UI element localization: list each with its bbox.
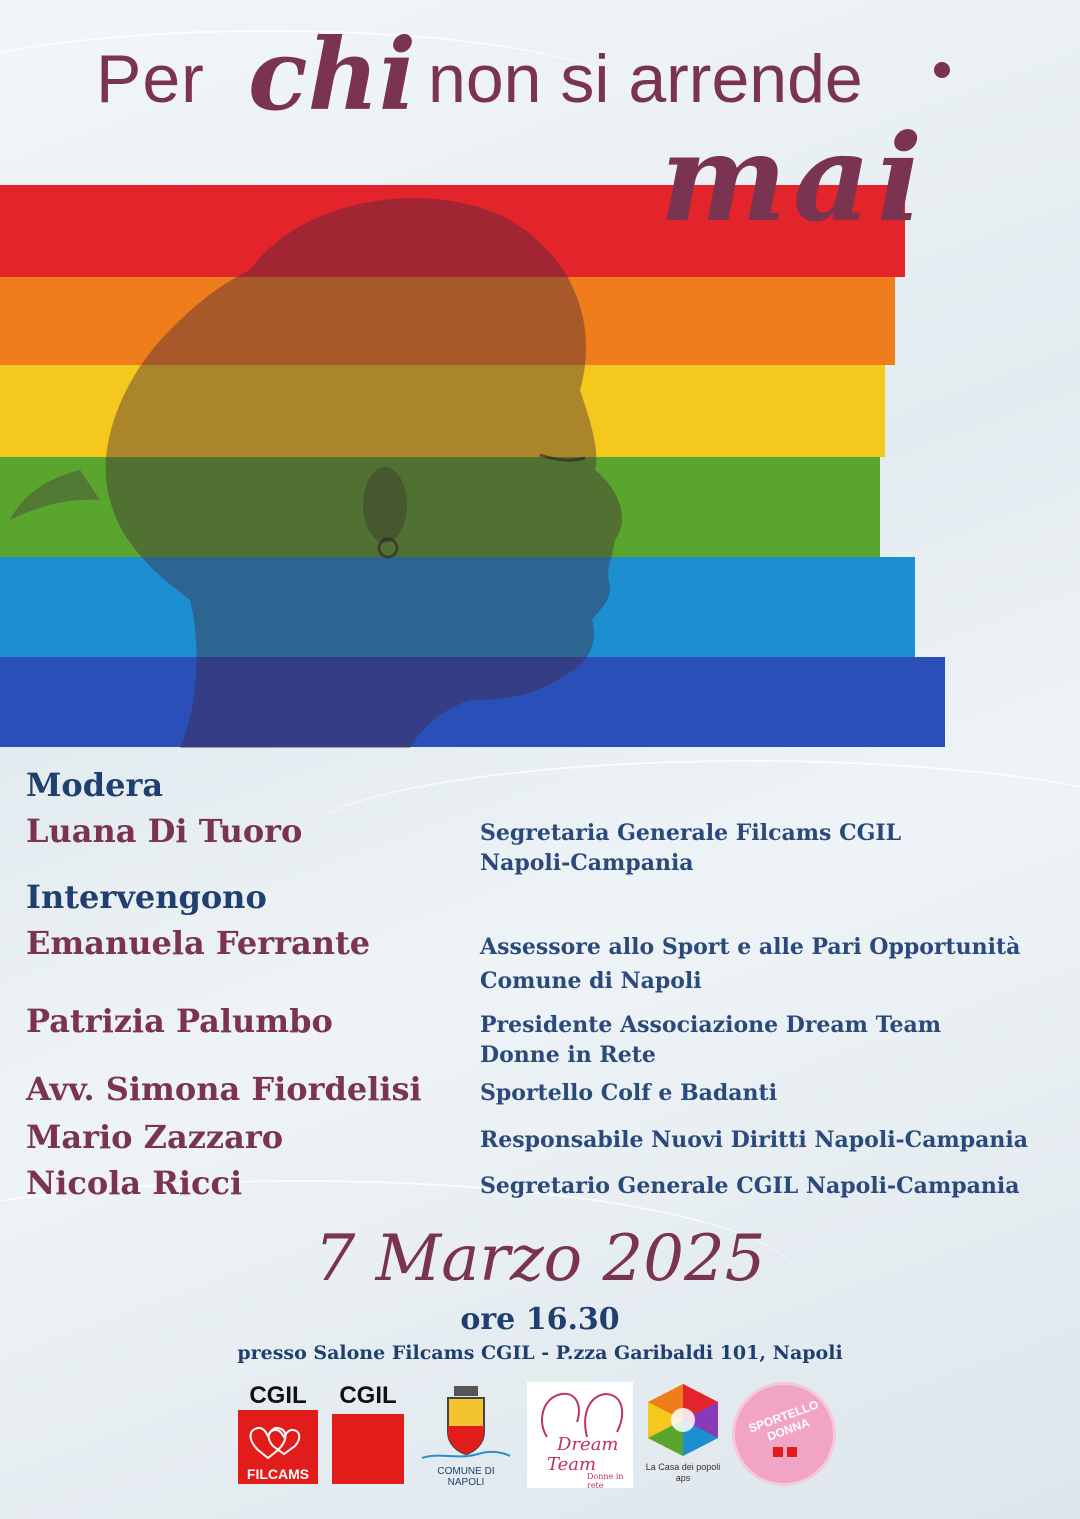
title-chi: chi (248, 18, 417, 133)
logo-text: CGIL (249, 1382, 307, 1409)
moderator-label: Modera (26, 766, 164, 804)
logo-text: La Casa dei popoli aps (645, 1462, 721, 1483)
speaker-name: Patrizia Palumbo (26, 1002, 333, 1040)
casa-dei-popoli-logo (644, 1382, 722, 1488)
hearts-icon (238, 1410, 318, 1466)
comune-napoli-logo (418, 1382, 514, 1488)
role-line: Comune di Napoli (480, 968, 702, 994)
logo-text: Dream (557, 1434, 619, 1455)
event-place: presso Salone Filcams CGIL - P.zza Garibaldi 101, Napoli (237, 1342, 843, 1364)
hands-hexagon-icon (644, 1382, 722, 1458)
logo-text: FILCAMS (246, 1466, 310, 1482)
cgil-logo (332, 1382, 404, 1488)
speaker-role (480, 1078, 777, 1108)
role-line: Segretaria Generale Filcams CGIL (480, 820, 902, 846)
logo-text: Team (547, 1454, 597, 1475)
role-line: Responsabile Nuovi Diritti Napoli-Campania (480, 1127, 1028, 1153)
speaker-role (480, 1125, 1028, 1155)
role-line: Presidente Associazione Dream Team (480, 1012, 942, 1038)
faces-icon (527, 1382, 633, 1442)
logo-text: SPORTELLO DONNA (746, 1397, 821, 1444)
logo-square (773, 1447, 783, 1457)
speaker-name: Emanuela Ferrante (26, 924, 371, 962)
logo-text: COMUNE DI NAPOLI (437, 1466, 495, 1488)
title-mai: mai (660, 108, 929, 249)
event-date: 7 Marzo 2025 (314, 1222, 766, 1296)
speaker-name: Luana Di Tuoro (26, 812, 303, 850)
logo-square (787, 1447, 797, 1457)
role-line: Sportello Colf e Badanti (480, 1080, 778, 1106)
title-non-si-arrende: non si arrende (428, 41, 863, 117)
title-per: Per (96, 41, 205, 117)
speaker-role (480, 1171, 1019, 1201)
event-time: ore 16.30 (460, 1302, 620, 1337)
speaker-role (480, 818, 901, 878)
sportello-donna-logo (732, 1382, 836, 1486)
speaker-name: Mario Zazzaro (26, 1118, 284, 1156)
dream-team-logo (527, 1382, 633, 1488)
role-line: Assessore allo Sport e alle Pari Opportunità (480, 934, 1021, 960)
speaker-name: Avv. Simona Fiordelisi (26, 1070, 422, 1108)
logo-red-square (238, 1410, 318, 1484)
logo-red-square (332, 1414, 404, 1484)
logo-text: Donne in rete (587, 1472, 624, 1490)
coat-of-arms-icon (418, 1382, 514, 1462)
speaker-role (480, 1010, 941, 1070)
role-line: Segretario Generale CGIL Napoli-Campania (480, 1173, 1020, 1199)
logo-text: CGIL (339, 1382, 397, 1409)
speaker-name: Nicola Ricci (26, 1164, 243, 1202)
title-dot (934, 62, 950, 78)
role-line: Napoli-Campania (480, 850, 694, 876)
cgil-filcams-logo (238, 1382, 318, 1488)
role-line: Donne in Rete (480, 1042, 656, 1068)
speakers-label: Intervengono (26, 878, 267, 916)
speaker-role (480, 932, 1020, 996)
